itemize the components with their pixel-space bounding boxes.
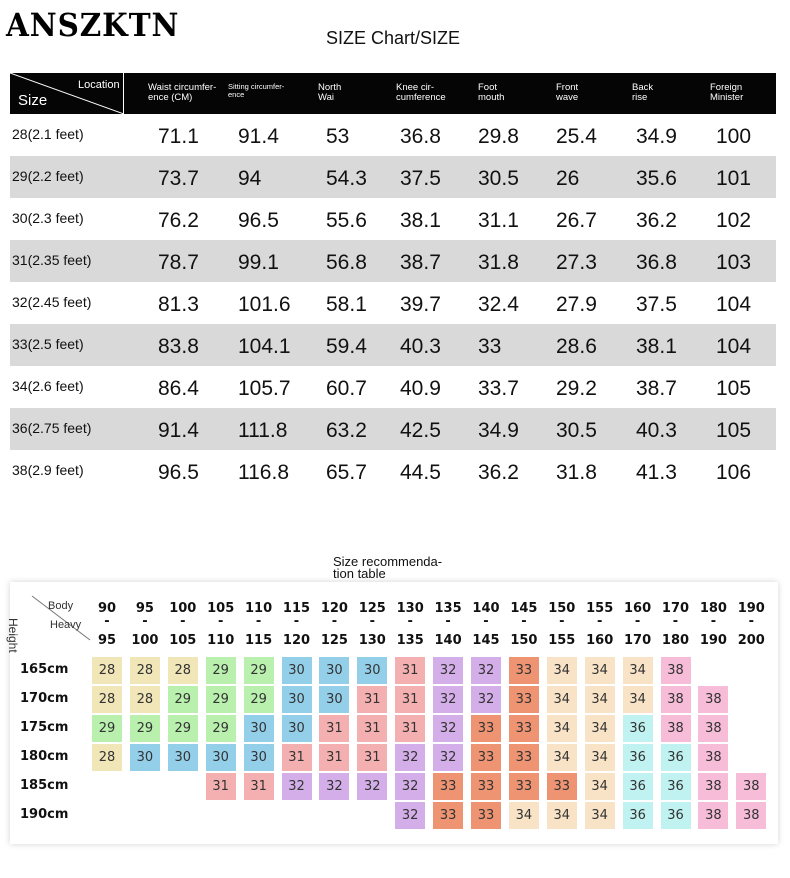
weight-from: 110 [245, 601, 273, 616]
table-row [10, 366, 776, 408]
size-label: 28(2.1 feet) [12, 126, 84, 142]
table-cell: 33 [478, 335, 502, 358]
recommended-size-cell: 28 [92, 657, 122, 684]
weight-range-dash: - [180, 614, 186, 629]
weight-range-dash: - [634, 614, 641, 629]
table-cell: 36.8 [636, 251, 677, 274]
weight-to: 200 [737, 633, 765, 648]
height-row-label: 185cm [20, 778, 69, 793]
recommended-size-cell: 30 [357, 657, 387, 684]
recommended-size-cell: 31 [319, 715, 349, 742]
weight-to: 135 [396, 633, 424, 648]
rec-corner-diagonal-line [10, 582, 92, 642]
table-cell: 38.1 [400, 209, 441, 232]
table-cell: 100 [716, 125, 752, 148]
weight-range-header [88, 601, 126, 649]
table-cell: 91.4 [238, 125, 279, 148]
weight-from: 115 [282, 601, 311, 616]
table-cell: 83.8 [158, 335, 199, 358]
weight-from: 155 [586, 601, 614, 616]
weight-from: 160 [624, 601, 652, 616]
weight-range-header [505, 601, 543, 649]
table-cell: 32.4 [478, 293, 519, 316]
table-cell: 38.7 [400, 251, 441, 274]
weight-range-dash: - [596, 614, 603, 629]
table-cell: 53 [326, 125, 350, 148]
recommended-size-cell: 31 [357, 715, 387, 742]
recommended-size-cell: 28 [92, 744, 122, 771]
table-row [10, 156, 776, 198]
recommended-size-cell: 34 [585, 686, 615, 713]
recommended-size-cell: 33 [509, 744, 539, 771]
weight-from: 135 [434, 601, 462, 616]
recommended-size-cell: 33 [547, 773, 577, 800]
table-row [10, 282, 776, 324]
recommended-size-cell: 34 [585, 773, 615, 800]
table-cell: 65.7 [326, 461, 367, 484]
recommendation-title: Size recommenda- tion table [333, 554, 443, 581]
weight-range-header [429, 601, 467, 649]
weight-from: 180 [699, 601, 727, 616]
table-row [10, 240, 776, 282]
recommended-size-cell: 31 [395, 715, 425, 742]
weight-to: 115 [245, 633, 273, 648]
weight-range-dash: - [748, 614, 754, 629]
weight-range-header [391, 601, 429, 649]
table-cell: 36.8 [400, 125, 441, 148]
recommended-size-cell: 32 [395, 744, 425, 771]
recommended-size-cell: 32 [395, 773, 425, 800]
table-cell: 63.2 [326, 419, 367, 442]
table-cell: 101 [716, 167, 752, 190]
table-cell: 27.9 [556, 293, 597, 316]
table-cell: 44.5 [400, 461, 441, 484]
recommended-size-cell: 32 [433, 715, 463, 742]
recommended-size-cell: 34 [547, 715, 577, 742]
weight-to: 170 [624, 633, 652, 648]
recommended-size-cell: 29 [168, 715, 198, 742]
recommended-size-cell: 33 [433, 773, 463, 800]
weight-from: 125 [358, 601, 386, 616]
recommended-size-cell: 31 [357, 686, 387, 713]
size-label: 32(2.45 feet) [12, 294, 92, 310]
table-cell: 94 [238, 167, 262, 190]
recommended-size-cell: 31 [357, 744, 387, 771]
table-cell: 35.6 [636, 167, 677, 190]
recommended-size-cell: 30 [206, 744, 236, 771]
recommended-size-cell: 28 [130, 657, 160, 684]
recommended-size-cell: 29 [92, 715, 122, 742]
weight-to: 155 [548, 633, 576, 648]
recommended-size-cell: 33 [509, 773, 539, 800]
recommended-size-cell: 30 [319, 686, 349, 713]
recommended-size-cell: 31 [395, 657, 425, 684]
recommended-size-cell: 38 [736, 773, 766, 800]
recommended-size-cell: 36 [623, 773, 653, 800]
table-cell: 37.5 [400, 167, 441, 190]
recommended-size-cell: 29 [206, 657, 236, 684]
corner-size-label: Size [18, 92, 48, 109]
table-cell: 96.5 [238, 209, 279, 232]
recommended-size-cell: 32 [433, 686, 463, 713]
table-cell: 28.6 [556, 335, 597, 358]
weight-to: 100 [131, 633, 159, 648]
height-label: Height [6, 618, 20, 653]
header-foot-mouth: Foot mouth [478, 82, 505, 103]
table-cell: 31.1 [478, 209, 519, 232]
recommended-size-cell: 33 [433, 802, 463, 829]
recommended-size-cell: 28 [168, 657, 198, 684]
recommended-size-cell: 34 [585, 657, 615, 684]
recommended-size-cell: 34 [547, 744, 577, 771]
weight-to: 125 [320, 633, 348, 648]
recommended-size-cell: 29 [244, 686, 274, 713]
weight-from: 105 [207, 601, 235, 616]
table-cell: 42.5 [400, 419, 441, 442]
weight-to: 95 [97, 633, 117, 648]
chart-title: SIZE Chart/SIZE [326, 28, 461, 48]
recommended-size-cell: 34 [509, 802, 539, 829]
weight-range-header [581, 601, 619, 649]
header-north-wai: North Wai [318, 82, 342, 103]
weight-range-dash: - [331, 614, 338, 629]
recommended-size-cell: 33 [471, 802, 501, 829]
table-cell: 40.9 [400, 377, 441, 400]
table-cell: 25.4 [556, 125, 597, 148]
table-row [10, 324, 776, 366]
height-row-label: 190cm [20, 807, 69, 822]
weight-to: 145 [472, 633, 500, 648]
table-cell: 34.9 [478, 419, 519, 442]
recommended-size-cell: 31 [206, 773, 236, 800]
recommended-size-cell: 33 [509, 715, 539, 742]
table-cell: 37.5 [636, 293, 677, 316]
table-cell: 86.4 [158, 377, 199, 400]
recommended-size-cell: 30 [244, 744, 274, 771]
table-cell: 78.7 [158, 251, 199, 274]
size-label: 33(2.5 feet) [12, 336, 84, 352]
recommended-size-cell: 28 [130, 686, 160, 713]
table-cell: 91.4 [158, 419, 199, 442]
table-row [10, 198, 776, 240]
weight-range-header [353, 601, 391, 649]
weight-to: 180 [661, 633, 690, 648]
recommended-size-cell: 34 [547, 657, 577, 684]
recommended-size-cell: 34 [547, 802, 577, 829]
weight-range-dash: - [293, 614, 300, 629]
table-cell: 40.3 [636, 419, 677, 442]
table-cell: 27.3 [556, 251, 597, 274]
recommended-size-cell: 32 [357, 773, 387, 800]
table-cell: 106 [716, 461, 752, 484]
recommended-size-cell: 33 [471, 715, 501, 742]
recommended-size-cell: 29 [206, 715, 236, 742]
header-front-wave: Front wave [556, 82, 579, 103]
table-cell: 105 [716, 377, 752, 400]
recommended-size-cell: 34 [547, 686, 577, 713]
weight-to: 105 [169, 633, 197, 648]
recommended-size-cell: 36 [623, 802, 653, 829]
weight-range-dash: - [672, 614, 679, 629]
recommended-size-cell: 30 [282, 715, 312, 742]
weight-range-dash: - [483, 614, 489, 629]
recommended-size-cell: 30 [244, 715, 274, 742]
recommended-size-cell: 31 [319, 744, 349, 771]
weight-range-header [467, 601, 505, 649]
table-cell: 31.8 [556, 461, 597, 484]
recommended-size-cell: 38 [698, 715, 728, 742]
table-cell: 55.6 [326, 209, 367, 232]
weight-to: 160 [586, 633, 614, 648]
recommended-size-cell: 36 [661, 802, 691, 829]
table-cell: 104 [716, 335, 752, 358]
weight-from: 145 [510, 601, 538, 616]
recommended-size-cell: 38 [698, 686, 728, 713]
table-cell: 76.2 [158, 209, 199, 232]
recommended-size-cell: 34 [585, 744, 615, 771]
weight-from: 95 [135, 601, 154, 616]
size-label: 30(2.3 feet) [12, 210, 84, 226]
recommended-size-cell: 36 [661, 744, 691, 771]
table-cell: 29.2 [556, 377, 597, 400]
table-cell: 36.2 [636, 209, 677, 232]
table-cell: 59.4 [326, 335, 367, 358]
weight-range-dash: - [521, 614, 527, 629]
table-cell: 26.7 [556, 209, 597, 232]
table-cell: 31.8 [478, 251, 519, 274]
weight-range-dash: - [407, 614, 413, 629]
table-cell: 111.8 [238, 419, 288, 442]
weight-from: 90 [97, 601, 117, 616]
table-row [10, 114, 776, 156]
size-label: 34(2.6 feet) [12, 378, 84, 394]
recommended-size-cell: 30 [282, 686, 312, 713]
header-back-rise: Back rise [632, 82, 654, 103]
recommended-size-cell: 33 [471, 744, 501, 771]
weight-from: 150 [548, 601, 576, 616]
recommended-size-cell: 30 [319, 657, 349, 684]
table-cell: 104.1 [238, 335, 291, 358]
recommended-size-cell: 32 [433, 657, 463, 684]
recommended-size-cell: 29 [244, 657, 274, 684]
recommended-size-cell: 34 [585, 715, 615, 742]
table-cell: 54.3 [326, 167, 367, 190]
header-foreign-minister: Foreign Minister [710, 82, 744, 103]
recommended-size-cell: 32 [395, 802, 425, 829]
corner-location-label: Location [78, 79, 120, 91]
size-label: 38(2.9 feet) [12, 462, 84, 478]
weight-range-header [202, 601, 240, 649]
weight-to: 190 [699, 633, 727, 648]
weight-to: 110 [207, 633, 235, 648]
table-cell: 116.8 [238, 461, 289, 484]
recommended-size-cell: 31 [395, 686, 425, 713]
recommended-size-cell: 29 [168, 686, 198, 713]
weight-from: 170 [661, 601, 690, 616]
brand-logo: ANSZKTN [6, 6, 180, 44]
table-cell: 30.5 [478, 167, 519, 190]
recommended-size-cell: 29 [130, 715, 160, 742]
weight-range-dash: - [559, 614, 565, 629]
weight-range-dash: - [710, 614, 717, 629]
weight-from: 120 [320, 601, 348, 616]
table-cell: 56.8 [326, 251, 367, 274]
table-cell: 41.3 [636, 461, 677, 484]
weight-range-dash: - [369, 614, 375, 629]
recommended-size-cell: 32 [471, 686, 501, 713]
recommended-size-cell: 38 [661, 657, 691, 684]
weight-range-header [278, 601, 316, 649]
size-chart-table [10, 73, 776, 492]
table-cell: 29.8 [478, 125, 519, 148]
recommended-size-cell: 33 [509, 657, 539, 684]
weight-range-header [240, 601, 278, 649]
recommended-size-cell: 38 [698, 773, 728, 800]
recommended-size-cell: 28 [92, 686, 122, 713]
table-cell: 34.9 [636, 125, 677, 148]
header-corner-cell [10, 73, 124, 114]
recommended-size-cell: 32 [471, 657, 501, 684]
header-knee: Knee cir- cumference [396, 82, 446, 103]
table-cell: 81.3 [158, 293, 199, 316]
weight-range-header [126, 601, 164, 649]
recommended-size-cell: 34 [623, 686, 653, 713]
table-cell: 105 [716, 419, 752, 442]
weight-range-header [619, 601, 657, 649]
recommended-size-cell: 38 [698, 802, 728, 829]
table-cell: 96.5 [158, 461, 199, 484]
weight-to: 140 [434, 633, 462, 648]
table-cell: 40.3 [400, 335, 441, 358]
table-cell: 103 [716, 251, 752, 274]
recommended-size-cell: 38 [661, 715, 691, 742]
table-cell: 104 [716, 293, 752, 316]
recommended-size-cell: 36 [661, 773, 691, 800]
recommended-size-cell: 31 [282, 744, 312, 771]
weight-range-header [657, 601, 695, 649]
header-waist: Waist circumfer- ence (CM) [148, 82, 217, 103]
table-row [10, 408, 776, 450]
table-cell: 105.7 [238, 377, 291, 400]
height-row-label: 170cm [20, 691, 69, 706]
header-sitting: Sitting circumfer- ence [228, 82, 285, 99]
table-cell: 58.1 [326, 293, 367, 316]
table-cell: 101.6 [238, 293, 291, 316]
weight-range-dash: - [104, 614, 110, 629]
size-label: 36(2.75 feet) [12, 420, 92, 436]
recommended-size-cell: 31 [244, 773, 274, 800]
height-row-label: 180cm [20, 749, 69, 764]
table-cell: 102 [716, 209, 752, 232]
table-cell: 26 [556, 167, 580, 190]
recommended-size-cell: 30 [168, 744, 198, 771]
table-cell: 38.1 [636, 335, 677, 358]
corner-divider [123, 73, 124, 114]
body-label: Body [48, 600, 74, 612]
recommended-size-cell: 38 [698, 744, 728, 771]
weight-from: 190 [737, 601, 765, 616]
table-cell: 60.7 [326, 377, 367, 400]
recommended-size-cell: 29 [206, 686, 236, 713]
weight-from: 140 [472, 601, 500, 616]
recommended-size-cell: 34 [623, 657, 653, 684]
table-cell: 33.7 [478, 377, 519, 400]
height-row-label: 175cm [20, 720, 69, 735]
size-recommendation-table [6, 582, 778, 844]
size-label: 31(2.35 feet) [12, 252, 92, 268]
table-cell: 30.5 [556, 419, 597, 442]
recommended-size-cell: 38 [661, 686, 691, 713]
table-row [10, 450, 776, 492]
table-cell: 73.7 [158, 167, 199, 190]
recommended-size-cell: 32 [433, 744, 463, 771]
weight-to: 120 [282, 633, 311, 648]
weight-from: 100 [169, 601, 197, 616]
weight-range-dash: - [255, 614, 262, 629]
size-chart-body [10, 114, 776, 492]
recommended-size-cell: 33 [471, 773, 501, 800]
weight-from: 130 [396, 601, 424, 616]
table-cell: 36.2 [478, 461, 519, 484]
weight-range-dash: - [445, 614, 451, 629]
table-cell: 99.1 [238, 251, 279, 274]
recommended-size-cell: 30 [130, 744, 160, 771]
weight-to: 150 [510, 633, 538, 648]
recommended-size-cell: 36 [623, 744, 653, 771]
size-chart-header [10, 73, 776, 114]
recommended-size-cell: 32 [282, 773, 312, 800]
height-row-label: 165cm [20, 662, 69, 677]
weight-to: 130 [358, 633, 386, 648]
heavy-label: Heavy [50, 619, 82, 631]
table-cell: 38.7 [636, 377, 677, 400]
recommended-size-cell: 33 [509, 686, 539, 713]
size-label: 29(2.2 feet) [12, 168, 84, 184]
table-cell: 71.1 [158, 125, 199, 148]
weight-range-header [694, 601, 732, 649]
recommended-size-cell: 34 [585, 802, 615, 829]
recommended-size-cell: 32 [319, 773, 349, 800]
recommended-size-cell: 30 [282, 657, 312, 684]
recommended-size-cell: 38 [736, 802, 766, 829]
table-cell: 39.7 [400, 293, 441, 316]
weight-range-header [315, 601, 353, 649]
recommended-size-cell: 36 [623, 715, 653, 742]
weight-range-dash: - [217, 614, 224, 629]
weight-range-dash: - [142, 614, 148, 629]
weight-range-header [164, 601, 202, 649]
weight-range-header [543, 601, 581, 649]
weight-range-header [732, 601, 770, 649]
